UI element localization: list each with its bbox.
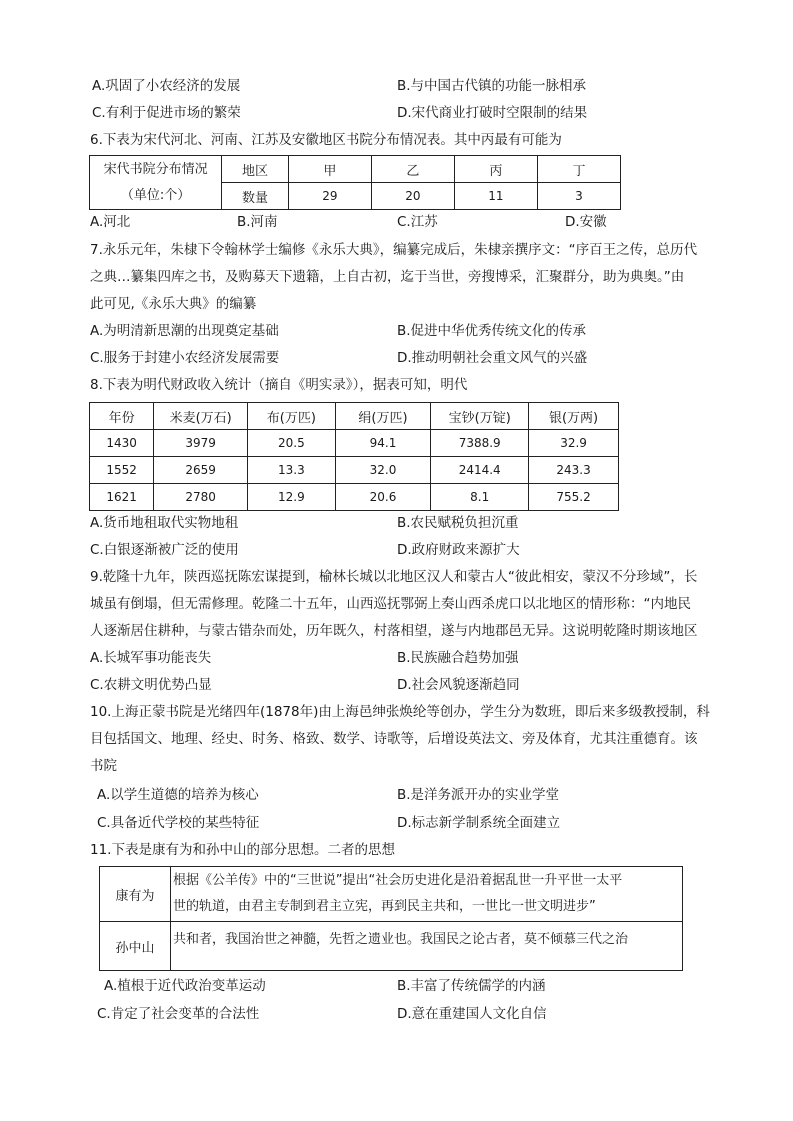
q8-cell: 2780 — [154, 484, 248, 511]
q5-option-d: D.宋代商业打破时空限制的结果 — [397, 105, 588, 121]
q5-option-c: C.有利于促进市场的繁荣 — [92, 105, 241, 121]
q9-stem-line-1: 9.乾隆十九年，陕西巡抚陈宏谋提到，榆林长城以北地区汉人和蒙古人“彼此相安，蒙汉不分珍域”，长 — [90, 569, 698, 585]
q7-stem-line-2: 之典…纂集四库之书，及购募天下遗籍，上自古初，迄于当世，旁搜博采，汇聚群分，助为典奥。”由 — [90, 269, 685, 285]
table-row — [90, 430, 619, 457]
q6-region-0: 甲 — [288, 156, 371, 183]
q8-header-3: 绢(万匹) — [335, 403, 431, 430]
q6-region-label: 地区 — [222, 156, 289, 183]
q8-cell: 8.1 — [431, 484, 529, 511]
q10-stem-line-1: 10.上海正蒙书院是光绪四年(1878年)由上海邑绅张焕纶等创办，学生分为数班，即后来多级教授制，科 — [90, 704, 710, 720]
q7-stem-line-3: 此可见,《永乐大典》的编纂 — [90, 296, 257, 312]
q8-option-b: B.农民赋税负担沉重 — [397, 515, 519, 531]
q8-option-c: C.白银逐渐被广泛的使用 — [90, 542, 239, 558]
q11-option-a: A.植根于近代政治变革运动 — [104, 978, 266, 994]
q5-option-a: A.巩固了小农经济的发展 — [92, 78, 241, 94]
q6-region-3: 丁 — [537, 156, 620, 183]
q11-option-d: D.意在重建国人文化自信 — [397, 1006, 547, 1022]
q7-option-a: A.为明清新思潮的出现奠定基础 — [90, 323, 279, 339]
q8-cell: 1430 — [90, 430, 154, 457]
q11-row1-name: 康有为 — [100, 867, 171, 922]
q8-option-a: A.货币地租取代实物地租 — [90, 515, 239, 531]
q6-count-0: 29 — [288, 183, 371, 210]
q6-count-2: 11 — [454, 183, 537, 210]
q7-option-c: C.服务于封建小农经济发展需要 — [90, 350, 280, 366]
table-row — [90, 457, 619, 484]
q11-row2-name: 孙中山 — [100, 922, 171, 971]
q6-region-2: 丙 — [454, 156, 537, 183]
q11-option-c: C.肯定了社会变革的合法性 — [97, 1006, 260, 1022]
q9-stem-line-3: 人逐渐居住耕种，与蒙古错杂而处，历年既久，村落相望，遂与内地郡邑无异。这说明乾隆时期该地区 — [90, 623, 698, 639]
q6-option-d: D.安徽 — [565, 214, 607, 230]
q6-option-a: A.河北 — [90, 214, 131, 230]
q6-option-c: C.江苏 — [397, 214, 438, 230]
q8-cell: 12.9 — [247, 484, 335, 511]
q6-stem: 6.下表为宋代河北、河南、江苏及安徽地区书院分布情况表。其中丙最有可能为 — [90, 132, 562, 148]
q8-cell: 94.1 — [335, 430, 431, 457]
q6-count-3: 3 — [537, 183, 620, 210]
q8-cell: 7388.9 — [431, 430, 529, 457]
q9-option-b: B.民族融合趋势加强 — [397, 650, 519, 666]
q11-row2-text: 共和者，我国治世之神髓，先哲之遗业也。我国民之论古者，莫不倾慕三代之治 — [171, 922, 683, 971]
q8-cell: 13.3 — [247, 457, 335, 484]
q11-table — [99, 866, 683, 971]
q8-cell: 3979 — [154, 430, 248, 457]
q8-cell: 20.5 — [247, 430, 335, 457]
q10-option-a: A.以学生道德的培养为核心 — [97, 787, 259, 803]
q7-option-b: B.促进中华优秀传统文化的传承 — [397, 323, 587, 339]
q8-cell: 20.6 — [335, 484, 431, 511]
q7-stem-line-1: 7.永乐元年，朱棣下令翰林学士编修《永乐大典》，编纂完成后，朱棣亲撰序文：“序百王之传，总历代 — [90, 242, 698, 258]
q9-option-d: D.社会风貌逐渐趋同 — [397, 677, 520, 693]
q10-option-d: D.标志新学制系统全面建立 — [397, 815, 561, 831]
q7-option-d: D.推动明朝社会重文风气的兴盛 — [397, 350, 588, 366]
q6-table-header: 宋代书院分布情况 （单位:个） — [90, 156, 222, 210]
q10-option-b: B.是洋务派开办的实业学堂 — [397, 787, 560, 803]
q8-cell: 1621 — [90, 484, 154, 511]
q6-table — [89, 155, 621, 210]
q8-option-d: D.政府财政来源扩大 — [397, 542, 520, 558]
q8-cell: 2414.4 — [431, 457, 529, 484]
q5-option-b: B.与中国古代镇的功能一脉相承 — [397, 78, 587, 94]
q10-stem-line-3: 书院 — [90, 758, 117, 774]
q8-cell: 32.9 — [529, 430, 619, 457]
q8-cell: 755.2 — [529, 484, 619, 511]
q11-row1-text: 根据《公羊传》中的“三世说”提出“社会历史进化是沿着据乱世一升平世一太平 世的轨道，由君主专制到君主立宪，再到民主共和，一世比一世文明进步” — [171, 867, 683, 922]
q10-stem-line-2: 目包括国文、地理、经史、时务、格致、数学、诗歌等，后增设英法文、旁及体育，尤其注重德育。该 — [90, 731, 698, 747]
q6-option-b: B.河南 — [237, 214, 278, 230]
q6-count-label: 数量 — [222, 183, 289, 210]
q8-cell: 1552 — [90, 457, 154, 484]
q8-cell: 2659 — [154, 457, 248, 484]
table-row — [90, 484, 619, 511]
q8-stem: 8.下表为明代财政收入统计（摘自《明实录》），据表可知，明代 — [90, 377, 468, 393]
q6-region-1: 乙 — [371, 156, 454, 183]
q8-table — [89, 402, 619, 511]
q10-option-c: C.具备近代学校的某些特征 — [97, 815, 260, 831]
q8-header-1: 米麦(万石) — [154, 403, 248, 430]
q11-stem: 11.下表是康有为和孙中山的部分思想。二者的思想 — [90, 842, 395, 858]
q8-header-4: 宝钞(万锭) — [431, 403, 529, 430]
q8-header-2: 布(万匹) — [247, 403, 335, 430]
q8-cell: 243.3 — [529, 457, 619, 484]
q9-stem-line-2: 城虽有倒塌，但无需修理。乾隆二十五年，山西巡抚鄂弼上奏山西杀虎口以北地区的情形称：“内地民 — [90, 596, 691, 612]
q8-header-5: 银(万两) — [529, 403, 619, 430]
q9-option-c: C.农耕文明优势凸显 — [90, 677, 212, 693]
q9-option-a: A.长城军事功能丧失 — [90, 650, 212, 666]
q8-header-0: 年份 — [90, 403, 154, 430]
q8-cell: 32.0 — [335, 457, 431, 484]
q11-option-b: B.丰富了传统儒学的内涵 — [397, 978, 546, 994]
q6-count-1: 20 — [371, 183, 454, 210]
